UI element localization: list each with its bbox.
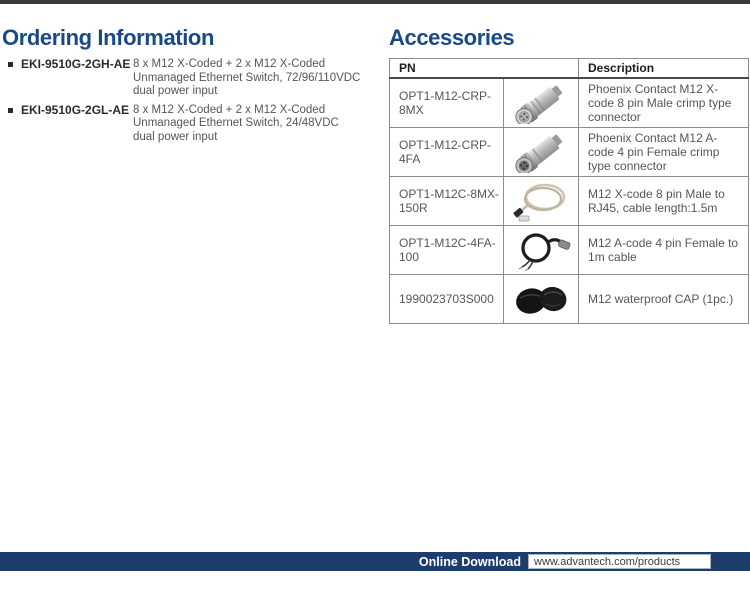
ordering-item-part-number: EKI-9510G-2GH-AE xyxy=(21,57,131,71)
online-download-bar xyxy=(0,552,750,571)
download-url-link[interactable]: www.advantech.com/products xyxy=(528,554,711,569)
m12-a-code-black-cable-photo xyxy=(506,229,576,271)
m12-to-rj45-coiled-cable-photo xyxy=(506,180,576,222)
description-cell: M12 A-code 4 pin Female to 1m cable xyxy=(579,226,749,275)
accessories-table-header-row xyxy=(390,59,749,79)
column-header-description: Description xyxy=(579,59,749,79)
table-row xyxy=(390,177,749,226)
part-number-cell: OPT1-M12C-8MX-150R xyxy=(390,177,504,226)
part-number-cell: OPT1-M12-CRP-8MX xyxy=(390,78,504,128)
product-photo-cell xyxy=(504,128,579,177)
description-cell: M12 X-code 8 pin Male to RJ45, cable length:1.5m xyxy=(579,177,749,226)
accessories-section xyxy=(389,27,748,324)
product-photo-cell xyxy=(504,275,579,324)
ordering-information-title: Ordering Information xyxy=(2,25,215,50)
ordering-item-description: 8 x M12 X-Coded + 2 x M12 X-Coded Unmanaged Ethernet Switch, 24/48VDC dual power input xyxy=(133,103,339,143)
product-photo-cell xyxy=(504,226,579,275)
m12-a-code-4pin-female-connector-photo xyxy=(506,131,576,173)
product-photo-cell xyxy=(504,78,579,128)
table-row xyxy=(390,78,749,128)
online-download-label: Online Download xyxy=(418,554,521,569)
ordering-information-section xyxy=(2,27,367,149)
column-header-pn: PN xyxy=(390,59,579,79)
ordering-item xyxy=(2,104,367,145)
table-row xyxy=(390,275,749,324)
description-cell: Phoenix Contact M12 A-code 4 pin Female crimp type connector xyxy=(579,128,749,177)
table-row xyxy=(390,226,749,275)
ordering-item xyxy=(2,58,367,99)
ordering-item-part-number: EKI-9510G-2GL-AE xyxy=(21,102,130,117)
bullet-icon xyxy=(8,108,13,113)
part-number-cell: OPT1-M12C-4FA-100 xyxy=(390,226,504,275)
ordering-item-description: 8 x M12 X-Coded + 2 x M12 X-Coded Unmanaged Ethernet Switch, 72/96/110VDC dual power input xyxy=(133,58,361,97)
description-cell: Phoenix Contact M12 X-code 8 pin Male crimp type connector xyxy=(579,78,749,128)
product-photo-cell xyxy=(504,177,579,226)
accessories-title: Accessories xyxy=(389,25,515,50)
m12-waterproof-caps-photo xyxy=(506,278,576,320)
part-number-cell: 1990023703S000 xyxy=(390,275,504,324)
page-top-rule xyxy=(0,0,750,4)
description-cell: M12 waterproof CAP (1pc.) xyxy=(579,275,749,324)
m12-x-code-8pin-male-connector-photo xyxy=(506,82,576,124)
accessories-table xyxy=(389,58,749,324)
part-number-cell: OPT1-M12-CRP-4FA xyxy=(390,128,504,177)
table-row xyxy=(390,128,749,177)
bullet-icon xyxy=(8,62,13,67)
